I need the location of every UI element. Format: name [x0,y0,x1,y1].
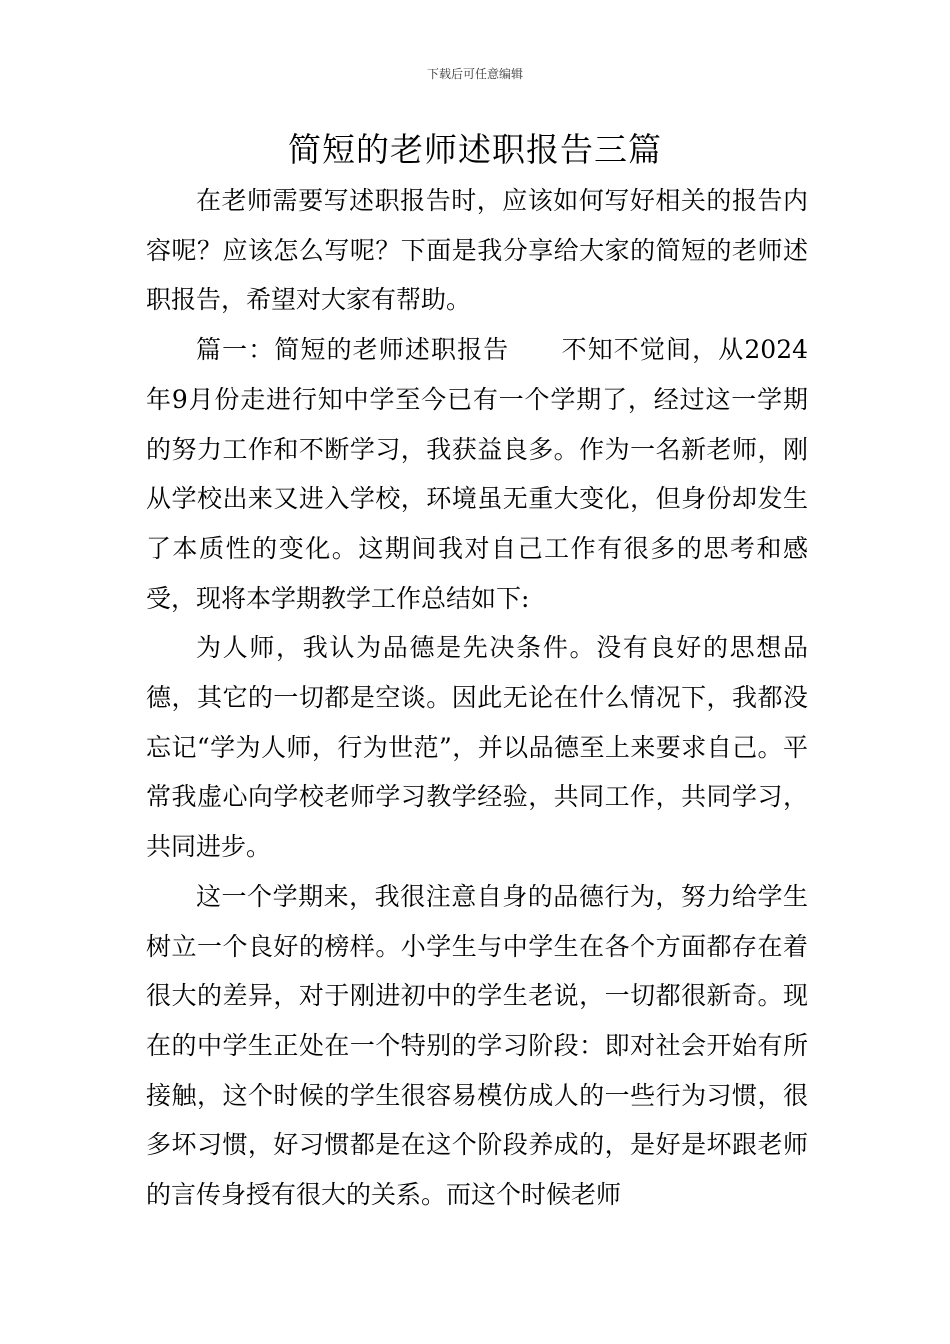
paragraph-intro: 在老师需要写述职报告时，应该如何写好相关的报告内容呢？应该怎么写呢？下面是我分享给大家的简短的老师述职报告，希望对大家有帮助。 [146,186,808,315]
document-title: 简短的老师述职报告三篇 [288,130,662,169]
paragraph-part-one: 篇一：简短的老师述职报告 不知不觉间，从2024年9月份走进行知中学至今已有一个学期了，经过这一学期的努力工作和不断学习，我获益良多。作为一名新老师，刚从学校出来又进入学校，环境虽无重大变化，但身份却发生了本质性的变化。这期间我对自己工作有很多的思考和感受，现将本学期教学工作总结如下: [146,335,808,613]
paragraph-role-model: 这一个学期来，我很注意自身的品德行为，努力给学生树立一个良好的榜样。小学生与中学生在各个方面都存在着很大的差异，对于刚进初中的学生老说，一切都很新奇。现在的中学生正处在一个特别的学习阶段：即对社会开始有所接触，这个时候的学生很容易模仿成人的一些行为习惯，很多坏习惯，好习惯都是在这个阶段养成的，是好是坏跟老师的言传身授有很大的关系。而这个时候老师 [146,881,808,1210]
paragraph-morality: 为人师，我认为品德是先决条件。没有良好的思想品德，其它的一切都是空谈。因此无论在什么情况下，我都没忘记“学为人师，行为世范”，并以品德至上来要求自己。平常我虚心向学校老师学习教学经验，共同工作，共同学习，共同进步。 [146,633,808,862]
document-body [146,176,808,1220]
header-note: 下载后可任意编辑 [426,67,523,81]
